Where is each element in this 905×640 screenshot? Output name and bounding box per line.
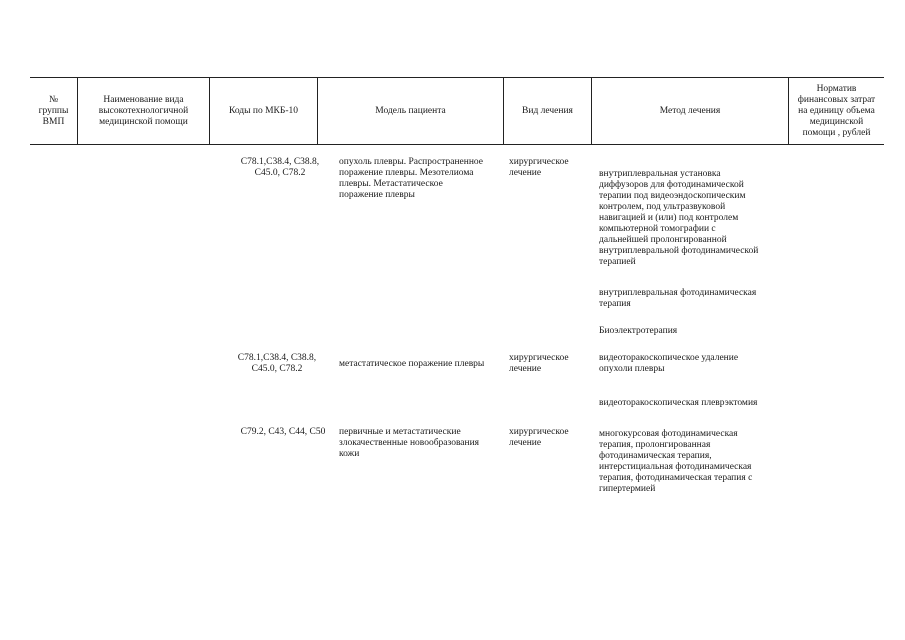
header-treatment-method: Метод лечения xyxy=(591,78,788,144)
header-financial-norm: Норматив финансовых затрат на единицу объема медицинской помощи , рублей xyxy=(788,78,884,144)
table-header xyxy=(30,77,884,145)
header-patient-model: Модель пациента xyxy=(317,78,503,144)
row2-patient-model: метастатическое поражение плевры xyxy=(339,359,485,369)
row1-icd-codes: C78.1,C38.4, C38.8, C45.0, C78.2 xyxy=(240,157,320,178)
header-treatment-type: Вид лечения xyxy=(503,78,591,144)
row3-method-1: многокурсовая фотодинамическая терапия, пролонгированная фотодинамическая терапия, интерстициальная фотодинамическая терапия, фотодинамическая терапия с гипертермией xyxy=(599,429,753,494)
row3-patient-model: первичные и метастатические злокачественные новообразования кожи xyxy=(339,427,480,459)
row1-method-1: внутриплевральная установка диффузоров для фотодинамической терапии под видеоэндоскопическим контролем, под ультразвуковой навигацией и (или) под контролем компьютерной томографии с дальнейшей пролонгированной внутриплевральной фотодинамической терапией xyxy=(599,169,759,267)
row2-icd-codes: C78.1,C38.4, C38.8, C45.0, C78.2 xyxy=(237,353,317,374)
row1-patient-model: опухоль плевры. Распространенное поражение плевры. Мезотелиома плевры. Метастатическое поражение плевры xyxy=(339,157,483,200)
row1-method-3: Биоэлектротерапия xyxy=(599,326,678,336)
header-icd-codes: Коды по МКБ-10 xyxy=(209,78,317,144)
header-care-type: Наименование вида высокотехнологичной медицинской помощи xyxy=(77,78,209,144)
row2-method-2: видеоторакоскопическая плеврэктомия xyxy=(599,398,758,408)
row2-treatment-type: хирургическое лечение xyxy=(509,353,569,374)
header-group-number: № группы ВМП xyxy=(38,94,69,127)
row1-method-2: внутриплевральная фотодинамическая терапия xyxy=(599,288,757,309)
row1-treatment-type: хирургическое лечение xyxy=(509,157,569,178)
row3-treatment-type: хирургическое лечение xyxy=(509,427,569,448)
row2-method-1: видеоторакоскопическое удаление опухоли плевры xyxy=(599,353,739,374)
row3-icd-codes: C79.2, C43, C44, C50 xyxy=(240,427,326,437)
